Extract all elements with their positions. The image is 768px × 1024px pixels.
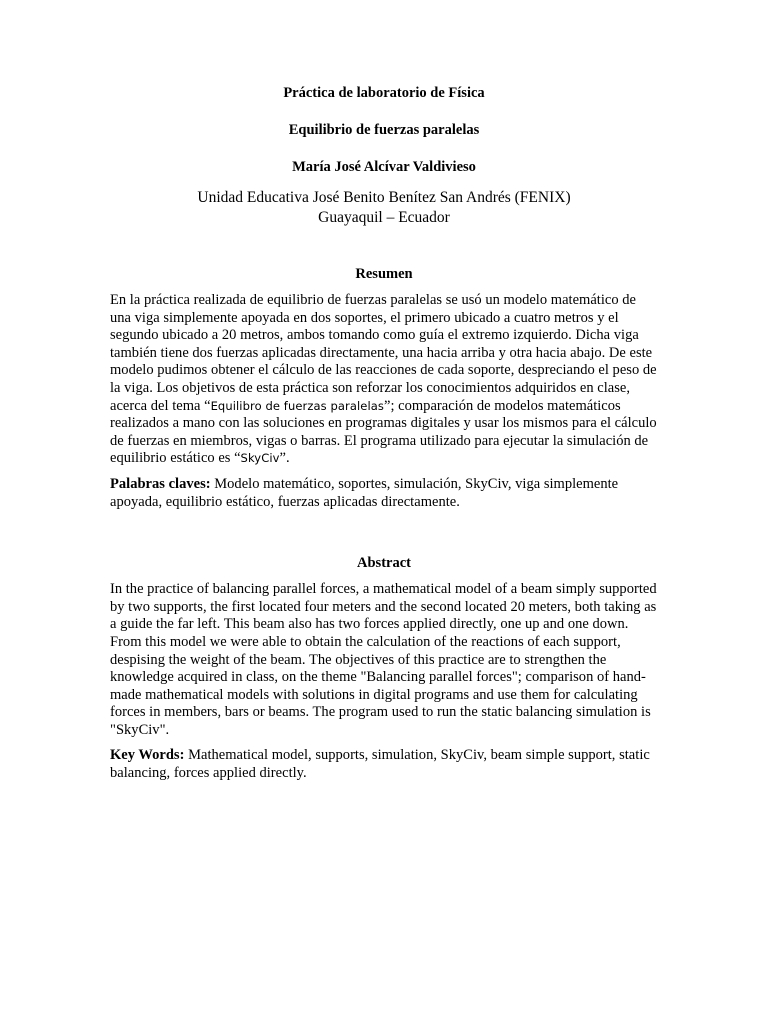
resumen-heading: Resumen [355, 266, 413, 282]
document-subtitle: Equilibrio de fuerzas paralelas [288, 122, 480, 138]
resumen-text-part3: ”. [279, 450, 290, 467]
resumen-keywords-text: Modelo matemático, soportes, simulación, SkyCiv, viga simplemente apoyada, equilibrio estático, fuerzas aplicadas directamente. [110, 475, 619, 510]
document-page [110, 84, 658, 783]
institution-name: Unidad Educativa José Benito Benítez San Andrés (FENIX) [197, 189, 571, 206]
resumen-keywords [110, 476, 658, 511]
resumen-program-name: SkyCiv [240, 451, 280, 466]
abstract-heading: Abstract [357, 555, 411, 572]
resumen-keywords-label: Palabras claves: [110, 475, 211, 492]
document-title: Práctica de laboratorio de Física [283, 85, 485, 101]
institution-location: Guayaquil – Ecuador [318, 209, 450, 226]
abstract-keywords-text: Mathematical model, supports, simulation, SkyCiv, beam simple support, static balancing, forces applied directly. [110, 747, 650, 782]
resumen-text-part1: En la práctica realizada de equilibrio de fuerzas paralelas se usó un modelo matemático de una viga simplemente apoyada en dos soportes, el primero ubicado a cuatro metros y el segundo ubicado a 20 metros, ambos tomando como guía el extremo izquierdo. Dicha viga también tiene dos fuerzas aplicadas directamente, una hacia arriba y otra hacia abajo. De este modelo pudimos obtener el cálculo de las reacciones de cada soporte, despreciando el peso de la viga. Los objetivos de esta práctica son reforzar los conocimientos adquiridos en clase, acerca del tema “ [110, 292, 657, 414]
affiliation [110, 188, 658, 228]
author-name: María José Alcívar Valdivieso [292, 159, 476, 175]
abstract-keywords-label: Key Words: [110, 747, 185, 764]
resumen-topic-name: Equilibro de fuerzas paralelas [210, 398, 384, 413]
resumen-text-part2: ”; comparación de modelos matemáticos realizados a mano con las soluciones en programas digitales y usar los mismos para el cálculo de fuerzas en miembros, vigas o barras. El programa utilizado para ejecutar la simulación de equilibrio estático es “ [110, 397, 657, 467]
abstract-paragraph: In the practice of balancing parallel forces, a mathematical model of a beam simply supported by two supports, the first located four meters and the second located 20 meters, both taking as a guide the far left. This beam also has two forces applied directly, one up and one down. From this model we were able to obtain the calculation of the reactions of each support, despising the weight of the beam. The objectives of this practice are to strengthen the knowledge acquired in class, on the theme "Balancing parallel forces"; comparison of hand-made mathematical models with solutions in digital programs and use them for calculating forces in members, bars or beams. The program used to run the static balancing simulation is "SkyCiv". [110, 581, 657, 738]
resumen-paragraph [110, 292, 658, 468]
abstract-keywords [110, 747, 658, 782]
